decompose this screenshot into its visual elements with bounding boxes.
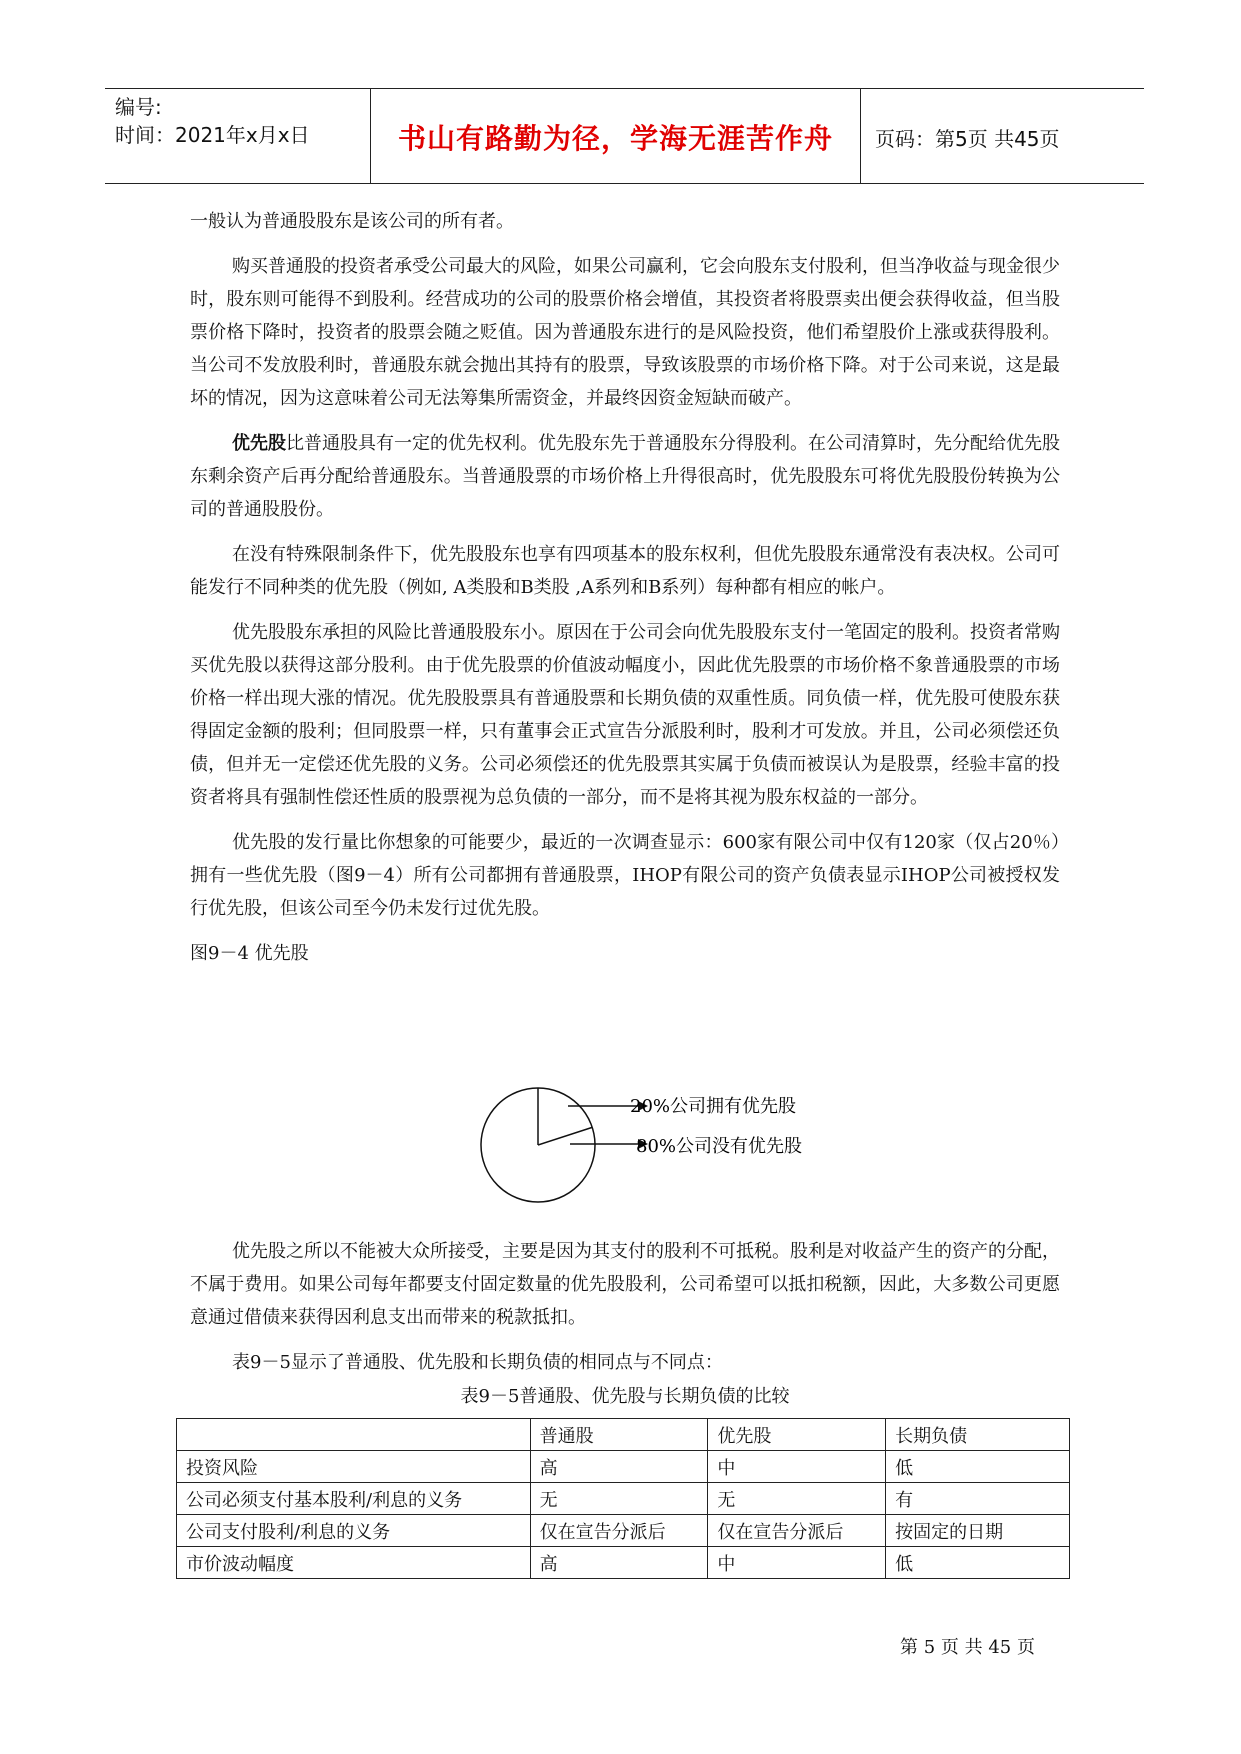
page-header bbox=[105, 88, 1144, 184]
document-body bbox=[190, 205, 1060, 982]
table-cell: 仅在宣告分派后 bbox=[708, 1515, 886, 1547]
table-cell: 低 bbox=[886, 1547, 1070, 1579]
table-row bbox=[177, 1451, 1070, 1483]
table-cell: 仅在宣告分派后 bbox=[530, 1515, 708, 1547]
header-motto: 书山有路勤为径，学海无涯苦作舟 bbox=[397, 122, 833, 155]
table-header-cell: 普通股 bbox=[530, 1419, 708, 1451]
time-label: 时间：2021年x月x日 bbox=[115, 123, 310, 147]
document-body-lower bbox=[190, 1235, 1060, 1391]
paragraph: 优先股股东承担的风险比普通股股东小。原因在于公司会向优先股股东支付一笔固定的股利。投资者常购买优先股以获得这部分股利。由于优先股票的价值波动幅度小，因此优先股票的市场价格不象普通股票的市场价格一样出现大涨的情况。优先股股票具有普通股票和长期负债的双重性质。同负债一样，优先股可使股东获得固定金额的股利；但同股票一样，只有董事会正式宣告分派股利时，股利才可发放。并且，公司必须偿还负债，但并无一定偿还优先股的义务。公司必须偿还的优先股票其实属于负债而被误认为是股票，经验丰富的投资者将具有强制性偿还性质的股票视为总负债的一部分，而不是将其视为股东权益的一部分。 bbox=[190, 622, 1060, 808]
table-row bbox=[177, 1547, 1070, 1579]
table-cell: 有 bbox=[886, 1483, 1070, 1515]
paragraph: 在没有特殊限制条件下，优先股股东也享有四项基本的股东权利，但优先股股东通常没有表决权。公司可能发行不同种类的优先股（例如, A类股和B类股 ,A系列和B系列）每种都有相应的帐户。 bbox=[190, 544, 1060, 598]
table-header-cell bbox=[177, 1419, 531, 1451]
table-row bbox=[177, 1515, 1070, 1547]
table-header-cell: 优先股 bbox=[708, 1419, 886, 1451]
header-divider bbox=[860, 89, 861, 183]
page-footer: 第 5 页 共 45 页 bbox=[900, 1637, 1035, 1658]
table-cell: 中 bbox=[708, 1451, 886, 1483]
paragraph-text: 比普通股具有一定的优先权利。优先股东先于普通股东分得股利。在公司清算时，先分配给优先股东剩余资产后再分配给普通股东。当普通股票的市场价格上升得很高时，优先股股东可将优先股股份转换为公司的普通股股份。 bbox=[190, 433, 1060, 520]
pie-svg bbox=[470, 1080, 870, 1210]
table-header-cell: 长期负债 bbox=[886, 1419, 1070, 1451]
table-cell: 中 bbox=[708, 1547, 886, 1579]
table-cell: 无 bbox=[530, 1483, 708, 1515]
pie-label-20: 20%公司拥有优先股 bbox=[630, 1096, 797, 1117]
table-caption: 表9－5普通股、优先股与长期负债的比较 bbox=[460, 1386, 790, 1407]
pie-label-80: 80%公司没有优先股 bbox=[636, 1136, 803, 1157]
table-row bbox=[177, 1483, 1070, 1515]
number-label: 编号: bbox=[115, 95, 162, 119]
header-meta bbox=[115, 93, 370, 149]
table-cell: 低 bbox=[886, 1451, 1070, 1483]
header-page-label: 页码：第5页 共45页 bbox=[875, 127, 1060, 151]
table-header-row bbox=[177, 1419, 1070, 1451]
paragraph: 优先股之所以不能被大众所接受，主要是因为其支付的股利不可抵税。股利是对收益产生的资产的分配，不属于费用。如果公司每年都要支付固定数量的优先股股利，公司希望可以抵扣税额，因此，大多数公司更愿意通过借债来获得因利息支出而带来的税款抵扣。 bbox=[190, 1241, 1060, 1328]
table-cell: 投资风险 bbox=[177, 1451, 531, 1483]
table-cell: 公司支付股利/利息的义务 bbox=[177, 1515, 531, 1547]
paragraph bbox=[190, 427, 1060, 526]
comparison-table bbox=[176, 1418, 1070, 1579]
table-cell: 市价波动幅度 bbox=[177, 1547, 531, 1579]
figure-caption: 图9－4 优先股 bbox=[190, 943, 309, 964]
pie-figure bbox=[470, 1080, 870, 1210]
table-cell: 高 bbox=[530, 1547, 708, 1579]
pie-slice-edge bbox=[538, 1127, 592, 1145]
paragraph: 一般认为普通股股东是该公司的所有者。 bbox=[190, 211, 514, 232]
paragraph: 购买普通股的投资者承受公司最大的风险，如果公司赢利，它会向股东支付股利，但当净收益与现金很少时，股东则可能得不到股利。经营成功的公司的股票价格会增值，其投资者将股票卖出便会获得收益，但当股票价格下降时，投资者的股票会随之贬值。因为普通股东进行的是风险投资，他们希望股价上涨或获得股利。当公司不发放股利时，普通股东就会抛出其持有的股票，导致该股票的市场价格下降。对于公司来说，这是最坏的情况，因为这意味着公司无法筹集所需资金，并最终因资金短缺而破产。 bbox=[190, 256, 1060, 409]
bold-term: 优先股 bbox=[232, 433, 286, 454]
table-cell: 按固定的日期 bbox=[886, 1515, 1070, 1547]
table-cell: 高 bbox=[530, 1451, 708, 1483]
table-cell: 无 bbox=[708, 1483, 886, 1515]
paragraph: 优先股的发行量比你想象的可能要少，最近的一次调查显示：600家有限公司中仅有120家（仅占20％）拥有一些优先股（图9－4）所有公司都拥有普通股票，IHOP有限公司的资产负债表显示IHOP公司被授权发行优先股，但该公司至今仍未发行过优先股。 bbox=[190, 832, 1060, 919]
paragraph: 表9－5显示了普通股、优先股和长期负债的相同点与不同点： bbox=[232, 1352, 723, 1373]
table-cell: 公司必须支付基本股利/利息的义务 bbox=[177, 1483, 531, 1515]
